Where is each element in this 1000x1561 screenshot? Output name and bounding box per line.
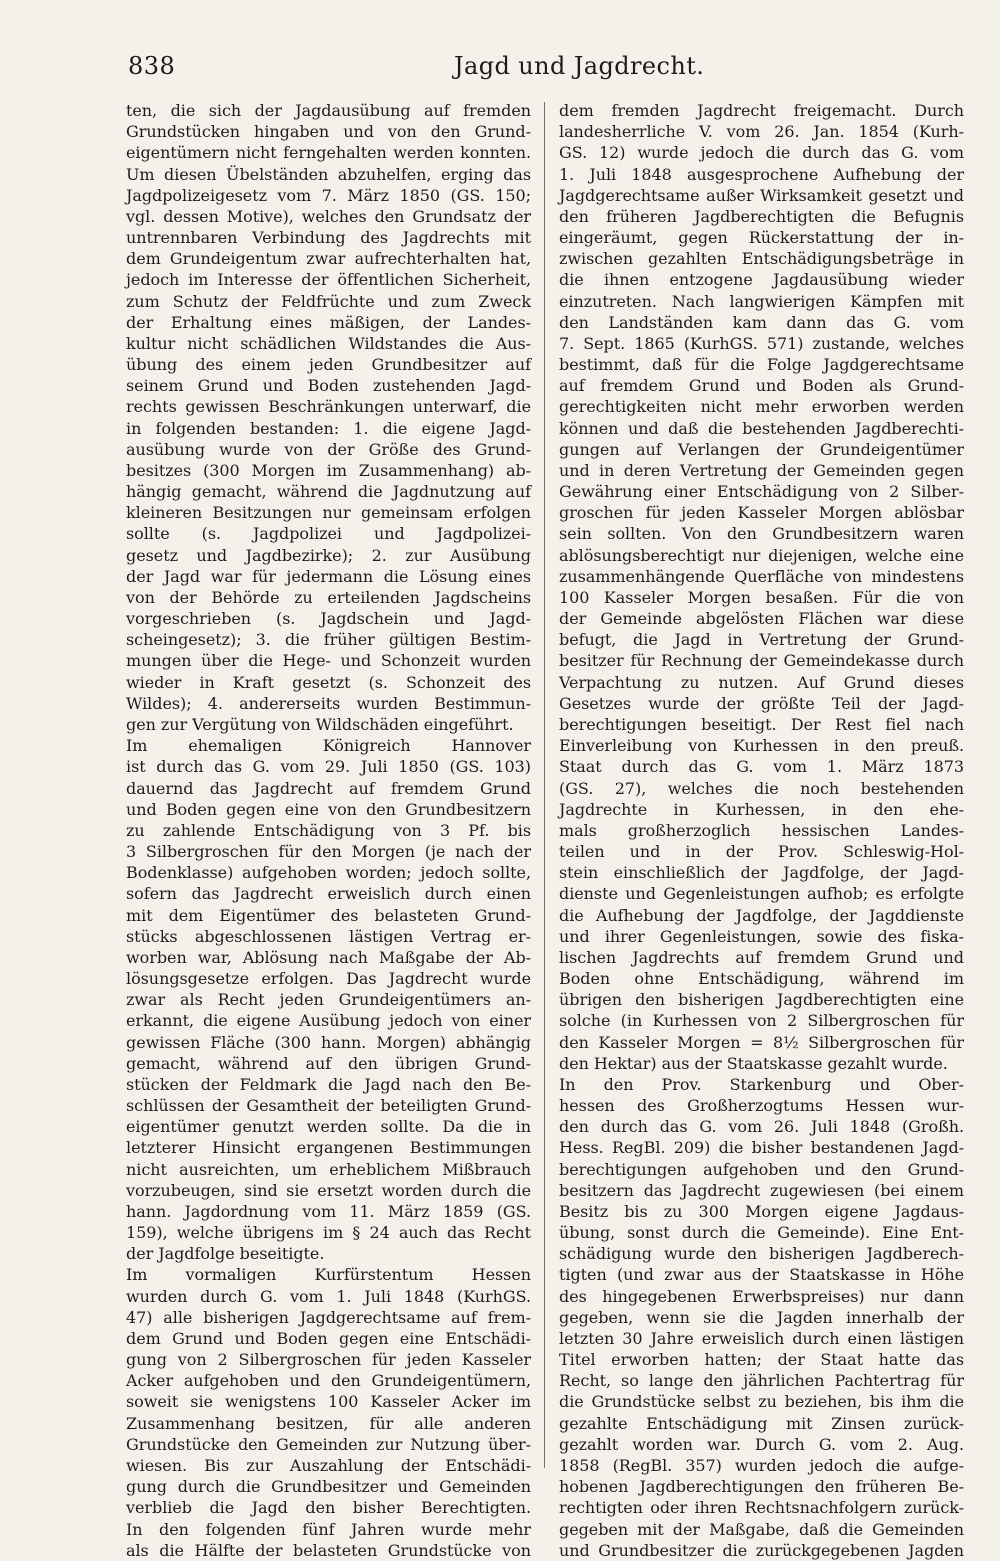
text-line: Im vormaligen Kurfürstentum Hessen (126, 1265, 531, 1285)
text-line: gemacht, während auf den übrigen Grund- (126, 1053, 531, 1073)
text-line: Jagdgerechtsame außer Wirksamkeit gesetzt und (559, 185, 964, 205)
text-line: landesherrliche V. vom 26. Jan. 1854 (Kurh- (559, 122, 964, 142)
text-line: von der Behörde zu erteilenden Jagdscheins (126, 587, 531, 607)
text-line: ablösungsberechtigt nur diejenigen, welche eine (559, 545, 964, 565)
text-line: als die Hälfte der belasteten Grundstücke von (126, 1540, 531, 1560)
text-line: letzterer Hinsicht ergangenen Bestimmungen (126, 1138, 531, 1158)
text-line: teilen und in der Prov. Schleswig-Hol- (559, 842, 964, 862)
text-line: schädigung wurde den bisherigen Jagdberech- (559, 1244, 964, 1264)
text-line: stücks abgeschlossenen lästigen Vertrag er- (126, 926, 531, 946)
text-line: der Jagdfolge beseitigte. (126, 1244, 325, 1264)
text-line: schlüssen der Gesamtheit der beteiligten Grund- (126, 1096, 531, 1116)
text-line: dem Grundeigentum zwar aufrechterhalten hat, (126, 249, 531, 269)
text-line: 159), welche übrigens im § 24 auch das Recht (126, 1223, 531, 1243)
text-line: ausübung wurde von der Größe des Grund- (126, 439, 531, 459)
text-line: stein einschließlich der Jagdfolge, der Jagd- (559, 863, 964, 883)
text-line: dem fremden Jagdrecht freigemacht. Durch (559, 101, 964, 120)
text-line: dauernd das Jagdrecht auf fremdem Grund (126, 778, 531, 798)
text-line: vorgeschrieben (s. Jagdschein und Jagd- (126, 609, 531, 629)
text-line: übrigen den bisherigen Jagdberechtigten eine (559, 990, 964, 1010)
text-line: berechtigungen beseitigt. Der Rest fiel nach (559, 714, 964, 734)
text-line: tigten (und zwar aus der Staatskasse in Höhe (559, 1265, 964, 1285)
text-line: Grundstücken hingaben und von den Grund- (126, 122, 531, 142)
text-line: jedoch im Interesse der öffentlichen Sicherheit, (126, 270, 531, 290)
text-line: stücken der Feldmark die Jagd nach den Be- (126, 1074, 531, 1094)
text-line: und Boden gegen eine von den Grundbesitzern (126, 799, 531, 819)
right-text-column (559, 100, 964, 1560)
text-line: den Landständen kam dann das G. vom (559, 312, 964, 332)
text-line: gegeben, wenn sie die Jagden innerhalb der (559, 1307, 964, 1327)
text-line: befugt, die Jagd in Vertretung der Grund- (559, 630, 964, 650)
text-line: Wildes); 4. andererseits wurden Bestimmun- (126, 693, 531, 713)
page-header (118, 52, 948, 86)
text-line: Verpachtung zu nutzen. Auf Grund dieses (559, 672, 964, 692)
text-line: Jagdpolizeigesetz vom 7. März 1850 (GS. 150; (126, 185, 531, 205)
text-line: gen zur Vergütung von Wildschäden eingeführt. (126, 714, 514, 734)
text-line: worben war, Ablösung nach Maßgabe der Ab- (126, 947, 531, 967)
text-line: den Kasseler Morgen = 8½ Silbergroschen für (559, 1032, 964, 1052)
text-line: Hess. RegBl. 209) die bisher bestandenen Jagd- (559, 1138, 964, 1158)
text-line: gewissen Fläche (300 hann. Morgen) abhängig (126, 1032, 531, 1052)
text-line: wieder in Kraft gesetzt (s. Schonzeit des (126, 672, 531, 692)
text-line: 1858 (RegBl. 357) wurden jedoch die aufge- (559, 1456, 964, 1475)
text-line: kultur nicht schädlichen Wildstandes die Aus- (126, 333, 531, 353)
text-line: Grundstücke den Gemeinden zur Nutzung über- (126, 1434, 531, 1454)
text-line: groschen für jeden Kasseler Morgen ablösbar (559, 503, 964, 523)
text-line: GS. 12) wurde jedoch die durch das G. vom (559, 143, 964, 163)
text-line: und in deren Vertretung der Gemeinden gegen (559, 460, 964, 480)
text-line: Acker aufgehoben und den Grundeigentümern, (126, 1371, 531, 1391)
text-line: Bodenklasse) aufgehoben worden; jedoch sollte, (126, 863, 531, 883)
text-line: mit dem Eigentümer des belasteten Grund- (126, 905, 531, 925)
text-line: zwischen gezahlten Entschädigungsbeträge in (559, 249, 964, 269)
text-line: 100 Kasseler Morgen besaßen. Für die von (559, 587, 964, 607)
text-line: nicht ausreichten, um erheblichem Mißbrauch (126, 1159, 531, 1179)
text-line: lösungsgesetze erfolgen. Das Jagdrecht wurde (126, 969, 531, 989)
text-line: besitzern das Jagdrecht zugewiesen (bei einem (559, 1180, 964, 1200)
text-line: lischen Jagdrechts auf fremdem Grund und (559, 947, 964, 967)
text-line: Einverleibung von Kurhessen in den preuß. (559, 736, 964, 756)
text-line: Boden ohne Entschädigung, während im (559, 969, 964, 989)
text-line: mals großherzoglich hessischen Landes- (559, 820, 964, 840)
text-line: besitzer für Rechnung der Gemeindekasse durch (559, 651, 964, 671)
text-line: und ihrer Gegenleistungen, sowie des fiska- (559, 926, 964, 946)
text-line: gungen auf Verlangen der Grundeigentümer (559, 439, 964, 459)
text-line: wiesen. Bis zur Auszahlung der Entschädi- (126, 1456, 531, 1475)
text-line: vorzubeugen, sind sie ersetzt worden durch die (126, 1180, 531, 1200)
text-line: ten, die sich der Jagdausübung auf fremden (126, 101, 531, 120)
text-line: eingeräumt, gegen Rückerstattung der in- (559, 228, 964, 248)
text-line: In den Prov. Starkenburg und Ober- (559, 1074, 964, 1094)
text-line: gung durch die Grundbesitzer und Gemeinden (126, 1477, 531, 1497)
text-line: Titel erworben hatten; der Staat hatte das (559, 1350, 964, 1370)
text-line: Gesetzes wurde der größte Teil der Jagd- (559, 693, 964, 713)
text-line: 47) alle bisherigen Jagdgerechtsame auf frem- (126, 1307, 531, 1327)
text-line: einzutreten. Nach langwierigen Kämpfen mit (559, 291, 964, 311)
text-line: hann. Jagdordnung vom 11. März 1859 (GS. (126, 1201, 531, 1221)
text-line: auf fremdem Grund und Boden als Grund- (559, 376, 964, 396)
text-line: bestimmt, daß für die Folge Jagdgerechtsame (559, 355, 964, 375)
text-line: gegeben mit der Maßgabe, daß die Gemeinden (559, 1519, 964, 1539)
text-line: besitzes (300 Morgen im Zusammenhang) ab- (126, 460, 531, 480)
text-line: und Grundbesitzer die zurückgegebenen Jagden (559, 1540, 964, 1560)
text-line: Zusammenhang besitzen, für alle anderen (126, 1413, 531, 1433)
text-line: sollte (s. Jagdpolizei und Jagdpolizei- (126, 524, 531, 544)
text-line: Um diesen Übelständen abzuhelfen, erging das (126, 164, 531, 184)
text-line: der Erhaltung eines mäßigen, der Landes- (126, 312, 531, 332)
text-line: letzten 30 Jahre erweislich durch einen lästigen (559, 1328, 964, 1348)
text-line: (GS. 27), welches die noch bestehenden (559, 778, 964, 798)
text-line: gesetz und Jagdbezirke); 2. zur Ausübung (126, 545, 531, 565)
text-line: zusammenhängende Querfläche von mindestens (559, 566, 964, 586)
page-number: 838 (128, 52, 176, 80)
text-line: zu zahlende Entschädigung von 3 Pf. bis (126, 820, 531, 840)
text-line: gerechtigkeiten nicht mehr erworben werden (559, 397, 964, 417)
text-line: Besitz bis zu 300 Morgen eigene Jagdaus- (559, 1201, 964, 1221)
text-line: Gewährung einer Entschädigung von 2 Silber- (559, 482, 964, 502)
text-line: 3 Silbergroschen für den Morgen (je nach der (126, 842, 531, 862)
text-line: erkannt, die eigene Ausübung jedoch von einer (126, 1011, 531, 1031)
text-line: kleineren Besitzungen nur gemeinsam erfolgen (126, 503, 531, 523)
text-line: In den folgenden fünf Jahren wurde mehr (126, 1519, 531, 1539)
text-line: des hingegebenen Erwerbspreises) nur dann (559, 1286, 964, 1306)
text-line: den durch das G. vom 26. Juli 1848 (Großh. (559, 1117, 964, 1137)
text-line: den Hektar) aus der Staatskasse gezahlt wurde. (559, 1053, 948, 1073)
text-line: gung von 2 Silbergroschen für jeden Kasseler (126, 1350, 531, 1370)
text-line: Im ehemaligen Königreich Hannover (126, 736, 531, 756)
text-line: wurden durch G. vom 1. Juli 1848 (KurhGS. (126, 1286, 531, 1306)
text-line: rechts gewissen Beschränkungen unterwarf, die (126, 397, 531, 417)
text-line: der Gemeinde abgelösten Flächen war diese (559, 609, 964, 629)
text-line: 1. Juli 1848 ausgesprochene Aufhebung der (559, 164, 964, 184)
text-line: zwar als Recht jeden Grundeigentümers an- (126, 990, 531, 1010)
text-line: in folgenden bestanden: 1. die eigene Jagd- (126, 418, 531, 438)
text-line: den früheren Jagdberechtigten die Befugnis (559, 206, 964, 226)
text-line: soweit sie wenigstens 100 Kasseler Acker im (126, 1392, 531, 1412)
text-line: übung des einem jeden Grundbesitzer auf (126, 355, 531, 375)
text-line: berechtigungen aufgehoben und den Grund- (559, 1159, 964, 1179)
text-line: die ihnen entzogene Jagdausübung wieder (559, 270, 964, 290)
text-line: gezahlt worden war. Durch G. vom 2. Aug. (559, 1434, 964, 1454)
text-line: hobenen Jagdberechtigungen den früheren Be- (559, 1477, 964, 1497)
text-line: verblieb die Jagd den bisher Berechtigten. (126, 1498, 531, 1518)
text-line: eigentümern nicht ferngehalten werden konnten. (126, 143, 531, 163)
text-line: dienste und Gegenleistungen aufhob; es erfolgte (559, 884, 964, 904)
text-line: können und daß die bestehenden Jagdberechti- (559, 418, 964, 438)
text-line: hängig gemacht, während die Jagdnutzung auf (126, 482, 531, 502)
text-line: eigentümer genutzt werden sollte. Da die in (126, 1117, 531, 1137)
text-line: 7. Sept. 1865 (KurhGS. 571) zustande, welches (559, 333, 964, 353)
running-title: Jagd und Jagdrecht. (454, 52, 705, 80)
text-line: gezahlte Entschädigung mit Zinsen zurück- (559, 1413, 964, 1433)
text-line: sofern das Jagdrecht erweislich durch einen (126, 884, 531, 904)
text-line: scheingesetz); 3. die früher gültigen Bestim- (126, 630, 531, 650)
text-line: solche (in Kurhessen von 2 Silbergroschen für (559, 1011, 964, 1031)
text-line: ist durch das G. vom 29. Juli 1850 (GS. 103) (126, 757, 531, 777)
text-line: rechtigten oder ihren Rechtsnachfolgern zurück- (559, 1498, 964, 1518)
text-line: vgl. dessen Motive), welches den Grundsatz der (126, 206, 531, 226)
text-line: untrennbaren Verbindung des Jagdrechts mit (126, 228, 531, 248)
text-line: Recht, so lange den jährlichen Pachtertrag für (559, 1371, 964, 1391)
text-line: Jagdrechte in Kurhessen, in den ehe- (559, 799, 964, 819)
text-line: die Aufhebung der Jagdfolge, der Jagddienste (559, 905, 964, 925)
left-text-column (126, 100, 531, 1560)
text-line: seinem Grund und Boden zustehenden Jagd- (126, 376, 531, 396)
text-line: Staat durch das G. vom 1. März 1873 (559, 757, 964, 777)
text-line: zum Schutz der Feldfrüchte und zum Zweck (126, 291, 531, 311)
text-line: die Grundstücke selbst zu beziehen, bis ihm die (559, 1392, 964, 1412)
text-line: mungen über die Hege- und Schonzeit wurden (126, 651, 531, 671)
text-line: dem Grund und Boden gegen eine Entschädi- (126, 1328, 531, 1348)
text-line: hessen des Großherzogtums Hessen wur- (559, 1096, 964, 1116)
column-divider (544, 102, 545, 1468)
text-line: übung, sonst durch die Gemeinde). Eine Ent- (559, 1223, 964, 1243)
text-line: sein sollten. Von den Grundbesitzern waren (559, 524, 964, 544)
text-line: der Jagd war für jedermann die Lösung eines (126, 566, 531, 586)
